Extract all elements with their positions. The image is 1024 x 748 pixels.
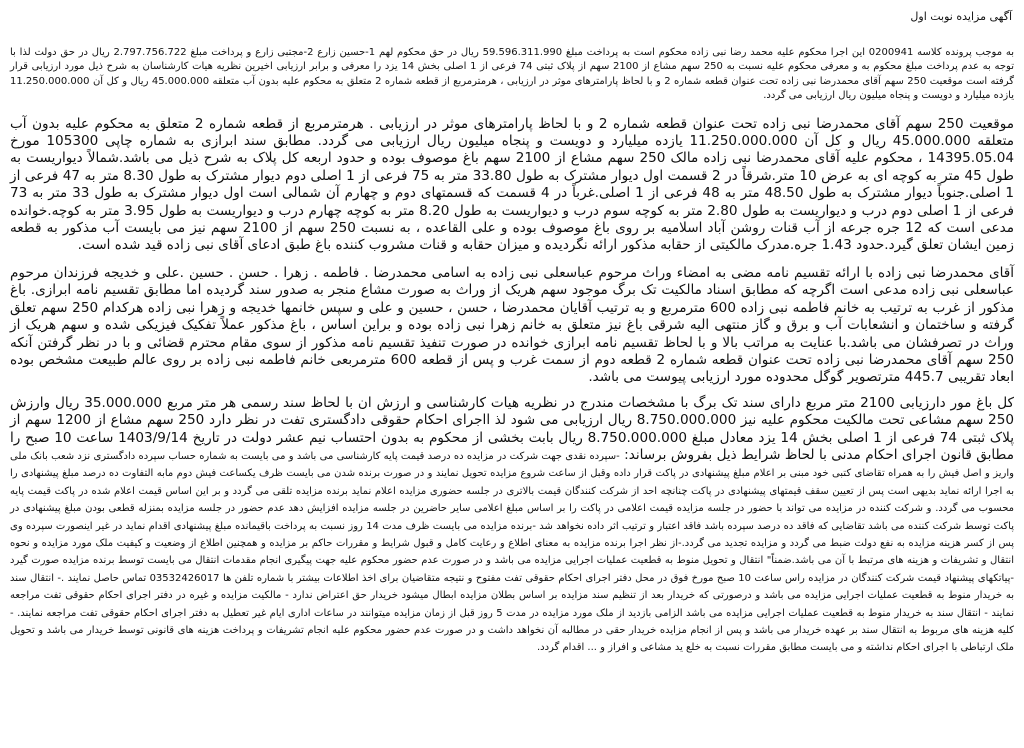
notice-paragraph-4-conditions: -سپرده نقدی جهت شرکت در مزایده ده درصد قیمت پایه کارشناسی می باشد و می بایست به شماره حساب سپرده دادگستری نزد شعب بانک ملی واریز و اصل فیش را به همراه تقاضای کتبی خود مبنی بر اعلام مبلغ پیشنهادی در پاکت قرار داده وقبل از ساعت شروع مزایده تحویل نمایند و در صورت برنده شدن می بایست ظرف یکساعت فیش دوم مابه التفاوت ده درصد مبلغ پیشنهادی را به اجرا ارائه نماید بدیهی است پس از تعیین سقف قیمتهای پیشنهادی در پاکت چنانچه احد از شرکت کنندگان قیمت بالاتری در جلسه حضوری مزایده اعلام نماید برنده مزایده تلقی می گردد و بر این اساس قیمت اعلام شده در پاکت قیمت پایه محسوب می گردد. و شرکت کننده در مزایده می تواند با حضور در جلسه مزایده قیمت اعلامی در پاکت را بر اساس مبلغ اعلامی سایر حاضرین در جلسه مزایده افزایش دهد عدم حضور در جلسه مزایده بمنزله قطعی بودن مبلغ پیشنهادی در پاکت توسط شرکت کننده می باشد تقاضایی که فاقد ده درصد سپرده باشد فاقد اعتبار و ترتیب اثر داده نخواهد شد -برنده مزایده می بایست ظرف مدت 14 روز نسبت به پرداخت باقیمانده مبلغ پیشنهادی اقدام نماید در غیر اینصورت سپرده وی پس از کسر هزینه مزایده به نفع دولت ضبط می گردد و مزایده تجدید می گردد.-از نظر اجرا برنده مزایده به معنای اطلاع و رعایت کامل و قبول شرایط و مقررات حاکم بر مزایده و همچنین اطلاع از وضعیت و کیفیت ملک مورد مزایده و نحوه انتقال و تشریفات و هزینه های مرتبط با آن می باشد.ضمناً" انتقال و تحویل منوط به قطعیت عملیات اجرایی مزایده می باشد و در صورت عدم حضور محکوم علیه جهت پیگیری انجام مقدمات انتقال می بایست توسط برنده مزایده صورت گیرد -پیاتکهای پیشنهاد قیمت شرکت کنندگان در مزایده راس ساعت 10 صبح مورخ فوق در محل دفتر اجرای احکام حقوقی تفت مفتوح و نتیجه متقاضیان برای اخذ اطلاعات بیشتر با شماره تلفن ها 03532426017 تماس حاصل نمایند .- انتقال سند به خریدار منوط به قطعیت عملیات اجرایی مزایده می باشد و درصورتی که خریدار بعد از تنظیم سند مزایده بر اساس بطلان مزایده ابطال میشود خریدار حق اعتراض ندارد - مالکیت مزایده و غیره در دفتر اجرای احکام حقوقی تفت مراجعه نمایند - انتقال سند به خریدار منوط به قطعیت عملیات اجرایی مزایده می باشد الزامی بازدید از ملک مورد مزایده در مدت 5 روز قبل از زمان مزایده میتوانند در ساعات اداری ایام غیر تعطیل به دفتر اجرای احکام حقوقی تفت مراجعه نمایند. - کلیه هزینه های مربوط به انتقال سند بر عهده خریدار می باشد و پس از انجام مزایده خریدار حقی در مطالبه آن نخواهد داشت و در صورت عدم حضور محکوم علیه انجام تشریفات و پرداخت هزینه های قانونی توسط خریدار می باشد و تحویل ملک ارتباطی با اجرای احکام نداشته و می بایست مطابق مقررات نسبت به خلع ید مشاعی و افراز و ... اقدام گردد. [10, 450, 1014, 654]
notice-paragraph-4-lead: کل باغ مور دارزیابی 2100 متر مربع دارای سند تک برگ با مشخصات مندرج در نظریه هیات کارشناسی و ارزش ان با لحاظ سند رسمی هر متر مربع 35.000.000 ریال وارزش 250 سهم مشاعی تحت مالکیت محکوم علیه نیز 8.750.000.000 ریال ارزیابی می شود لذ ااجرای احکام حقوقی دادگستری تفت در نظر دارد 250 سهم مشاع از 1200 سهم از پلاک ثبتی 74 فرعی از 1 اصلی بخش 14 یزد معادل مبلغ 8.750.000.000 ریال بابت بخشی از محکوم به بدون احتساب نیم عشر دولت در تاریخ 1403/9/14 ساعت 10 صبح را مطابق قانون اجرای احکام مدنی با لحاظ شرایط ذیل بفروش برساند: [10, 394, 1014, 463]
notice-paragraph-3: آقای محمدرضا نبی زاده با ارائه تقسیم نامه مضی به امضاء وراث مرحوم عباسعلی نبی زاده به اسامی محمدرضا . فاطمه . زهرا . حسن . حسین .علی و خدیجه فرزندان مرحوم عباسعلی نبی زاده مدعی است اگرچه که مطابق اسناد مالکیت تک برگ موجود سهم هریک از وراث به صورت مشاع منجر به صدور سند گردیده اما مطابق تقسیم نامه ابرازی. باغ مذکور از غرب به ترتیب به خانم فاطمه نبی زاده 600 مترمربع و به ترتیب آقایان محمدرضا ، حسن ، حسین و علی و سپس خانمها خدیجه و زهرا نبی زاده هرکدام 250 سهم تعلق گرفته و ساختمان و انشعابات آب و برق و گاز منتهی الیه شرقی باغ نیز متعلق به خانم زهرا نبی زاده بوده و براین اساس ، باغ مذکور عملاً تفکیک فیزیکی شده و سهم هریک از وراث در تصرفشان می باشد.با عنایت به مراتب بالا و با لحاظ تقسیم نامه ابرازی خوانده در صورت تنفیذ تقسیم نامه مذکور از سوی مقام محترم قضائی و با در نظر گرفتن آنکه 250 سهم آقای محمدرضا نبی زاده تحت عنوان قطعه شماره 2 قطعه دوم از سمت غرب و پس از قطعه 600 مترمربعی خانم فاطمه نبی زاده بر روی عالم طبیعت مشخص بوده ابعاد تقریبی 445.7 مترتصویر گوگل محدوده مورد ارزیابی پیوست می باشد. [10, 264, 1014, 386]
notice-paragraph-2: موقعیت 250 سهم آقای محمدرضا نبی زاده تحت عنوان قطعه شماره 2 و با لحاظ پارامترهای موثر در ارزیابی . هرمترمربع از قطعه شماره 2 متعلق به محکوم علیه بدون آب متعلقه 45.000.000 ریال و کل آن 11.250.000.000 یازده میلیارد و دویست و پنجاه میلیون ریال ارزیابی می گردد. مطابق سند ابرازی به شماره چاپی 105300 مورخ 14395.05.04 ، محکوم علیه آقای محمدرضا نبی زاده مالک 250 سهم مشاع از 2100 سهم باغ موصوف بوده و حدود اربعه کل پلاک به شرح ذیل می باشد.شمالاً دیواریست به طول 45 متر به کوچه ای به عرض 10 متر.شرقاً در 2 قسمت اول دیوار مشترک به طول 33.80 متر به 75 فرعی از 1 اصلی دوم دیوار مشترک به طول 8.30 متر به 47 فرعی از 1 اصلی.جنوباً دیوار مشترک به طول 48.50 متر به 48 فرعی از 1 اصلی.غرباً در 4 قسمت که قسمتهای دوم و چهارم آن شمالی است اول دیوار مشترک به طول 33 متر به 73 فرعی از 1 اصلی دوم درب و دیواریست به طول 2.80 متر به کوچه سوم درب و دیواریست به طول 8.20 متر به کوچه چهارم درب و دیواریست به طول 3.95 متر به کوچه.خوانده مدعی است که 12 جره جرعه از آب قنات روشن آباد اسلامیه بر روی باغ موصوف بوده و علی القاعده ، به نسبت 250 سهم از 2100 سهم نیز می بایست آب مذکور به قطعه زمین ایشان تعلق گیرد.حدود 1.43 جره.مدرک مالکیتی از حقابه مذکور ارائه نگردیده و میزان حقابه و قنات مشروب کننده باغ طبق ادعای آقای نبی زاده قید شده است. [10, 115, 1015, 254]
notice-paragraph-4 [10, 395, 1014, 656]
notice-title: آگهی مزایده نوبت اول [910, 10, 1012, 23]
notice-intro: به موجب پرونده کلاسه 0200941 این اجرا محکوم علیه محمد رضا نبی زاده محکوم است به پرداخت مبلغ 59.596.311.990 ریال در حق محکوم لهم 1-حسین زارع 2-مجتبی زارع و پرداخت مبلغ 2.797.756.722 ریال در حق دولت لذا با توجه به عدم پرداخت مبلغ محکوم به و معرفی محکوم علیه نسبت به 250 سهم مشاع از 2100 سهم از پلاک ثبتی 74 فرعی از 1 اصلی بخش 14 یزد را معرفی و برابر ارزیابی اخیرین نظریه هیات کارشناسان به شرح ذیل مورد ارزیابی قرار گرفته است موقعیت 250 سهم آقای محمدرضا نبی زاده تحت عنوان قطعه شماره 2 و با لحاظ پارامترهای موثر در ارزیابی ، هرمترمربع از قطعه شماره 2 متعلق به محکوم علیه بدون آب متعلقه 45.000.000 ریال و کل آن 11.250.000.000 یازده میلیارد و دویست و پنجاه میلیون ریال ارزیابی می گردد. [10, 47, 1014, 102]
